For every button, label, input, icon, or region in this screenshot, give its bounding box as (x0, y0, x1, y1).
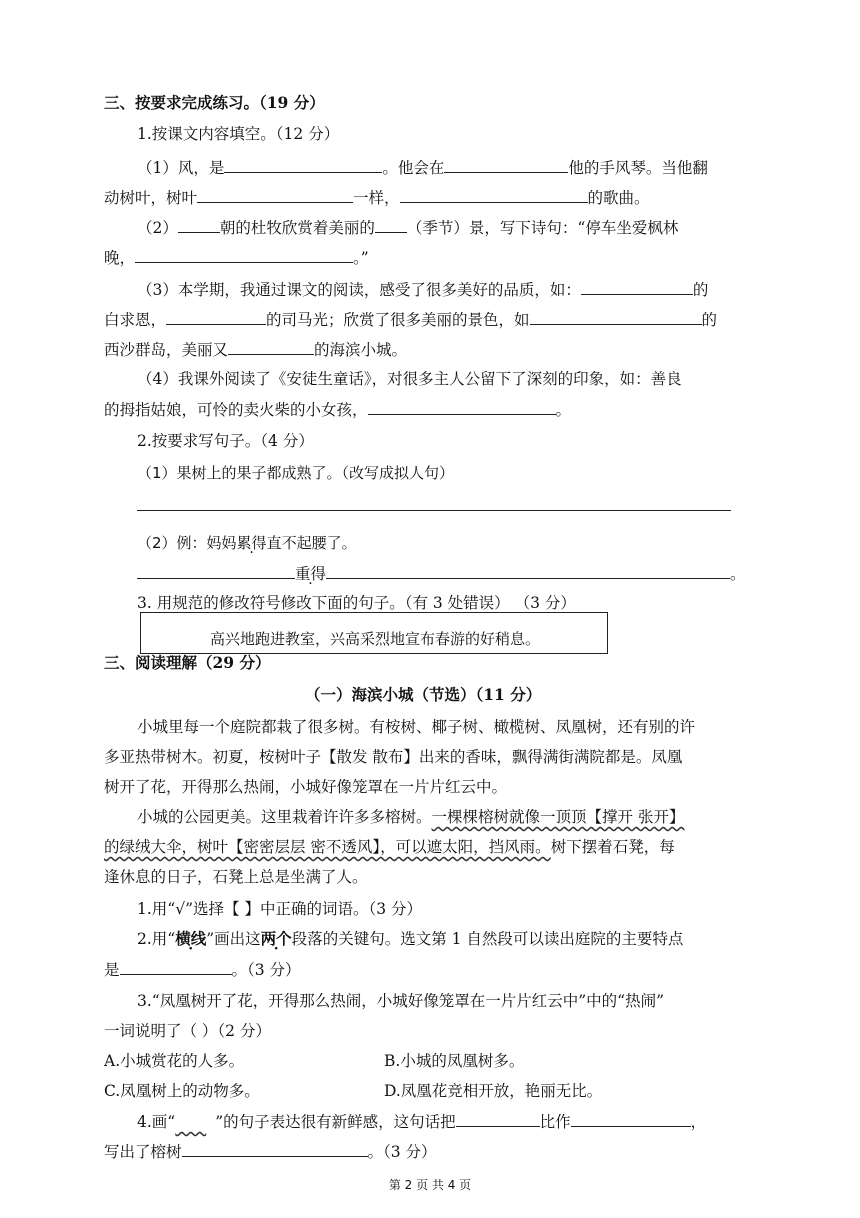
answer-blank[interactable] (444, 156, 568, 173)
passage-p2-line2 (104, 836, 675, 858)
text: 西沙群岛，美丽又 (104, 341, 229, 359)
q1-3-line2 (104, 308, 717, 331)
text: 写出了榕树 (104, 1143, 182, 1161)
question-3-title: 3. 用规范的修改符号修改下面的句子。（有 3 处错误） （3 分） (137, 594, 576, 612)
q1-4-line2 (104, 398, 571, 421)
text: 直不起腰了。 (266, 534, 357, 552)
text: 段落的关键句。选文第 1 自然段可以读出庭院的主要特点 (291, 930, 684, 948)
q1-1-line1 (137, 156, 708, 179)
answer-blank[interactable] (120, 958, 232, 975)
passage-p1-line1: 小城里每一个庭院都栽了很多树。有桉树、椰子树、橄榄树、凤凰树，还有别的许 (137, 718, 696, 736)
q1-2-line1 (137, 216, 678, 239)
option-a[interactable]: A.小城赏花的人多。 (104, 1052, 245, 1070)
text: 的歌曲。 (587, 189, 650, 207)
text: 树下摆着石凳，每 (550, 838, 675, 856)
text: 白求恩， (104, 311, 167, 329)
text: 是 (104, 961, 120, 979)
text: 他的手风琴。当他翻 (568, 159, 708, 177)
text: （1）风，是 (137, 159, 225, 177)
text: 。 (730, 565, 746, 583)
answer-blank[interactable] (530, 308, 702, 325)
q1-2-line2 (104, 246, 369, 269)
reading-q2-line1 (137, 928, 683, 950)
passage-p2-line3: 逢休息的日子，石凳上总是坐满了人。 (104, 868, 368, 886)
text: 朝的杜牧欣赏着美丽的 (219, 219, 375, 237)
text: 4.画“ (137, 1113, 176, 1131)
text: 动树叶，树叶 (104, 189, 198, 207)
answer-blank[interactable] (368, 398, 556, 415)
text: ”画出这 (206, 930, 261, 948)
answer-blank[interactable] (375, 216, 407, 233)
answer-blank[interactable] (571, 1110, 691, 1127)
text: 晚， (104, 249, 136, 267)
text: （3）本学期，我通过课文的阅读，感受了很多美好的品质，如： (137, 281, 581, 299)
q2-2-example (137, 532, 357, 554)
option-d[interactable]: D.凤凰花竞相开放，艳丽无比。 (384, 1082, 603, 1100)
section-title: 三、按要求完成练习。（19 分） (104, 93, 325, 112)
text: 的 (701, 311, 718, 329)
q1-3-line3 (104, 338, 407, 361)
emphasis-text: 累得 (236, 534, 267, 552)
text: （4）我课外阅读了《安徒生童话》，对很多主人公留下了深刻的印象，如：善良 (137, 370, 682, 388)
page-footer: 第 2 页 共 4 页 (388, 1178, 472, 1192)
text: 的海滨小城。 (314, 341, 408, 359)
text: （2）例：妈妈 (137, 534, 237, 552)
q2-2-answer (137, 562, 746, 585)
text: 。（3 分） (367, 1143, 437, 1161)
wavy-underlined-sentence: 一棵棵榕树就像一顶顶【撑开 张开】 (431, 808, 685, 826)
text: 的 (692, 281, 709, 299)
q1-4-line1 (137, 368, 682, 390)
answer-blank[interactable] (178, 216, 220, 233)
text: ”的句子表达很有新鲜感，这句话把 (215, 1113, 456, 1131)
answer-blank[interactable] (182, 1140, 368, 1157)
reading-q3-line2: 一词说明了（ ）（2 分） (104, 1022, 271, 1040)
q2-1: （1）果树上的果子都成熟了。（改写成拟人句） (137, 464, 455, 482)
text: 。他会在 (382, 159, 445, 177)
text: 小城的公园更美。这里栽着许许多多榕树。 (137, 808, 432, 826)
reading-q4-line2 (104, 1140, 437, 1163)
reading-q3-line1: 3.“凤凰树开了花，开得那么热闹，小城好像笼罩在一片片红云中”中的“热闹” (137, 992, 664, 1010)
question-1-title: 1.按课文内容填空。（12 分） (137, 125, 340, 143)
question-2-title: 2.按要求写句子。（4 分） (137, 432, 314, 450)
q1-1-line2 (104, 186, 650, 209)
answer-blank[interactable] (135, 246, 353, 263)
text: 。 (555, 401, 572, 419)
answer-blank[interactable] (166, 308, 266, 325)
reading-section-title: 三、阅读理解（29 分） (104, 653, 271, 672)
text: 比作 (539, 1113, 571, 1131)
wavy-line-sample (175, 1111, 215, 1133)
answer-blank[interactable] (228, 338, 314, 355)
text: 2.用“ (137, 930, 176, 948)
answer-blank[interactable] (581, 278, 693, 295)
emphasis-text: 横线 (175, 929, 207, 948)
option-c[interactable]: C.凤凰树上的动物多。 (104, 1082, 260, 1100)
option-b[interactable]: B.小城的凤凰树多。 (384, 1052, 525, 1070)
text: 。” (353, 249, 369, 267)
answer-blank[interactable] (400, 186, 588, 203)
reading-q1: 1.用“√”选择【 】中正确的词语。（3 分） (137, 900, 422, 918)
correction-sentence: 高兴地跑进教室，兴高采烈地宣布春游的好稍息。 (210, 630, 541, 648)
text: 。（3 分） (231, 961, 301, 979)
passage-title: （一）海滨小城（节选）（11 分） (305, 685, 542, 704)
answer-blank[interactable] (197, 186, 353, 203)
reading-q2-line2 (104, 958, 301, 981)
passage-p1-line2: 多亚热带树木。初夏，桉树叶子【散发 散布】出来的香味，飘得满街满院都是。凤凰 (104, 748, 683, 766)
text: 的拇指姑娘，可怜的卖火柴的小女孩， (104, 401, 368, 419)
q1-3-line1 (137, 278, 708, 301)
emphasis-text: 两个 (260, 929, 292, 948)
answer-blank[interactable] (137, 562, 295, 579)
text: （季节）景，写下诗句：“停车坐爱枫林 (406, 219, 679, 237)
wavy-underlined-sentence: 的绿绒大伞，树叶【密密层层 密不透风】，可以遮太阳，挡风雨。 (104, 838, 551, 856)
text: ， (690, 1113, 707, 1131)
answer-blank[interactable] (326, 562, 730, 579)
answer-line[interactable] (137, 510, 731, 511)
answer-blank[interactable] (224, 156, 382, 173)
passage-p2-line1 (137, 806, 684, 828)
text: 的司马光；欣赏了很多美丽的景色，如 (266, 311, 530, 329)
answer-blank[interactable] (456, 1110, 540, 1127)
passage-p1-line3: 树开了花，开得那么热闹，小城好像笼罩在一片片红云中。 (104, 778, 508, 796)
text: 一样， (353, 189, 400, 207)
text: （2） (137, 219, 178, 237)
emphasis-text: 重得 (295, 565, 327, 583)
reading-q4-line1 (137, 1110, 706, 1133)
